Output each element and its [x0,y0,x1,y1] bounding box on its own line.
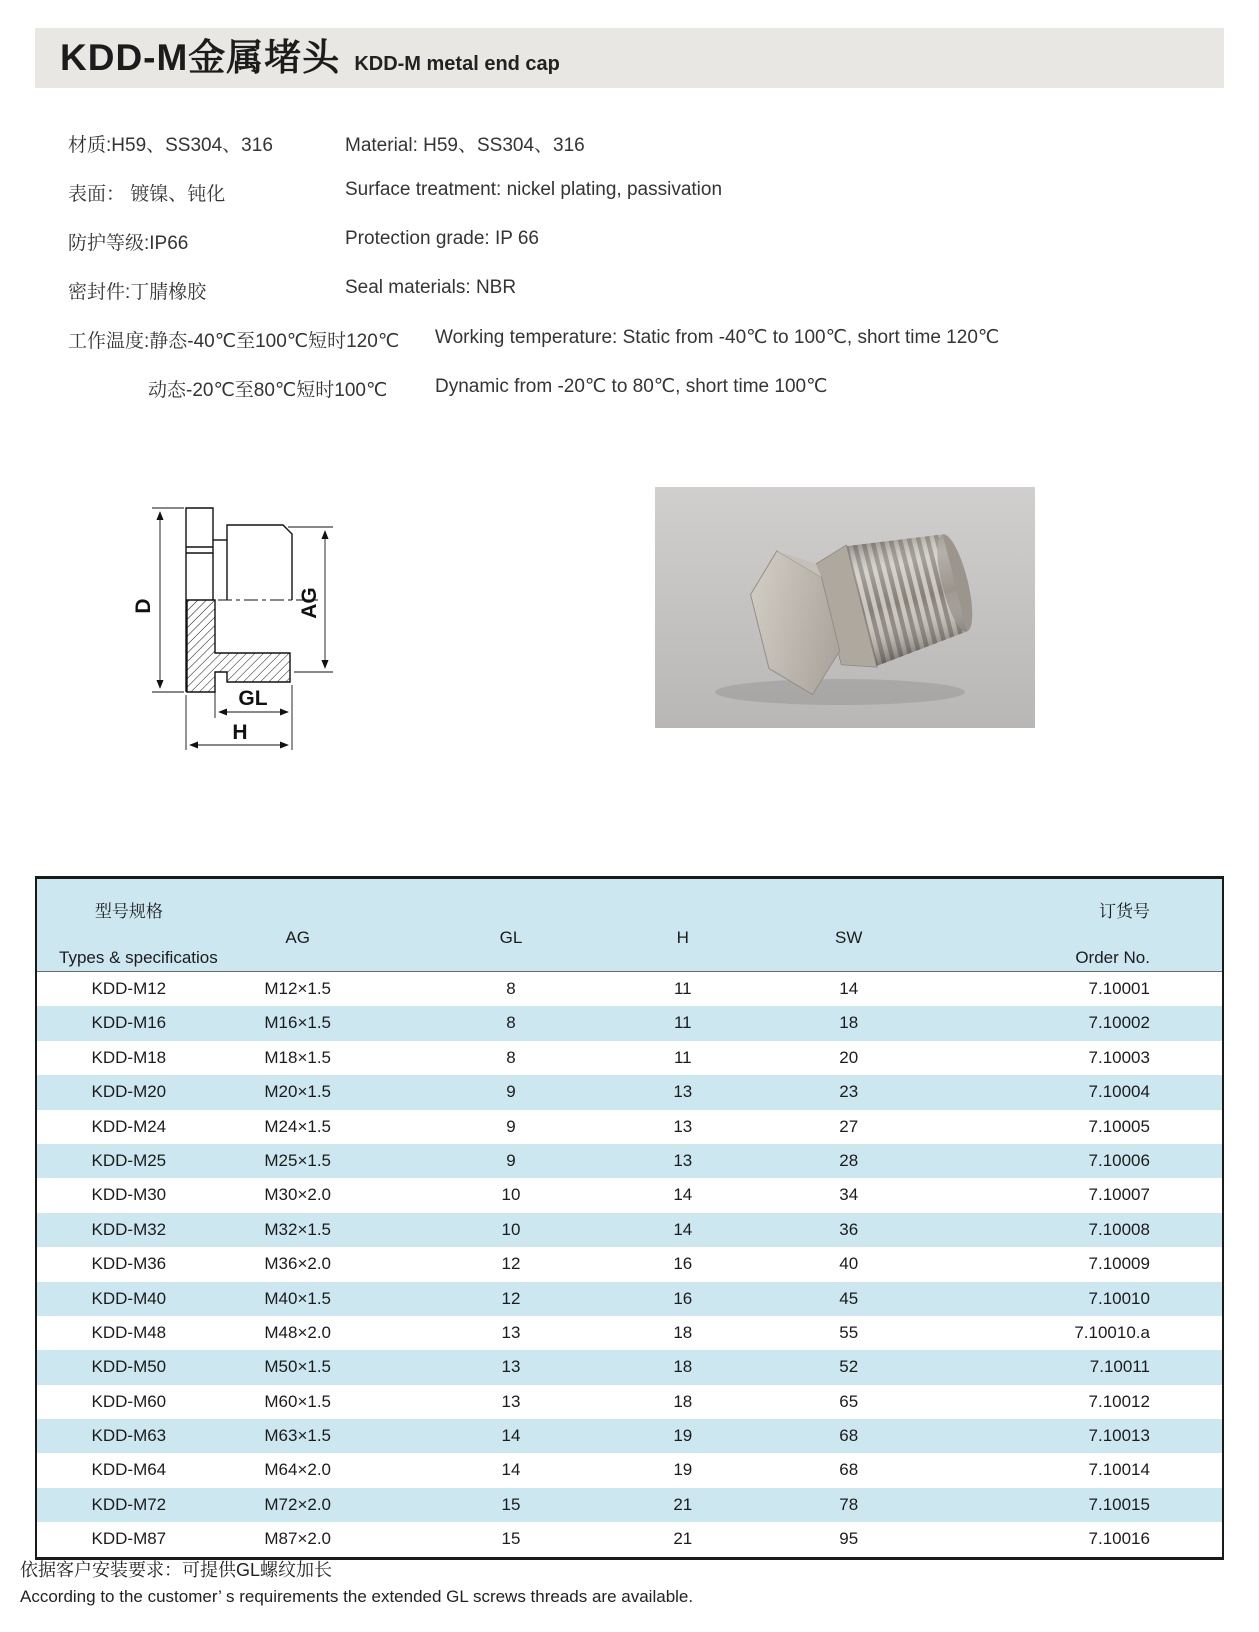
cell-model: KDD-M48 [91,1322,167,1342]
cell-sw: 36 [839,1219,859,1239]
col-header-ag: AG [285,928,310,947]
title-bar [35,28,1224,88]
cell-order: 7.10010.a [1074,1322,1150,1342]
table-row [37,972,1222,1006]
spec-list [0,130,1259,424]
cell-model: KDD-M64 [91,1460,167,1480]
cell-order: 7.10012 [1088,1391,1150,1411]
cell-model: KDD-M60 [91,1391,167,1411]
cell-h: 16 [673,1288,693,1308]
table-row [37,1316,1222,1350]
spec-line-protection [0,228,1259,277]
spec-material-en: Material: H59、SS304、316 [345,135,585,156]
cell-order: 7.10008 [1088,1219,1150,1239]
spec-line-surface [0,179,1259,228]
table-row [37,1385,1222,1419]
cell-model: KDD-M30 [91,1185,167,1205]
cell-sw: 40 [839,1254,859,1274]
cell-h: 18 [673,1357,693,1377]
spec-line-dynamic-temp [0,375,1259,424]
cell-model: KDD-M32 [91,1219,167,1239]
cell-ag: M20×1.5 [264,1082,332,1102]
cell-model: KDD-M87 [91,1529,167,1549]
dim-label-ag: AG [298,587,321,619]
cell-sw: 28 [839,1150,859,1170]
cell-h: 21 [673,1494,693,1514]
cell-ag: M72×2.0 [264,1494,332,1514]
cell-h: 13 [673,1082,693,1102]
drawing-section-hatch [187,600,290,692]
cell-model: KDD-M40 [91,1288,167,1308]
cell-gl: 9 [506,1082,516,1102]
cell-gl: 10 [501,1219,521,1239]
dim-label-h: H [232,721,248,744]
cell-ag: M24×1.5 [264,1116,332,1136]
table-body [37,972,1222,1557]
cell-h: 11 [673,979,692,998]
cell-order: 7.10002 [1088,1013,1150,1033]
spec-dynamic-temp-en: Dynamic from -20℃ to 80℃, short time 100℃ [435,376,828,397]
cell-h: 13 [673,1116,693,1136]
cell-order: 7.10009 [1088,1254,1150,1274]
spec-protection-zh: 防护等级:IP66 [68,233,189,254]
cell-sw: 14 [839,979,859,998]
cell-h: 14 [673,1219,693,1239]
cell-h: 18 [673,1322,693,1342]
spec-line-seal [0,277,1259,326]
cell-h: 11 [673,1013,692,1033]
cell-ag: M60×1.5 [264,1391,332,1411]
spec-material-zh: 材质:H59、SS304、316 [68,135,273,156]
col-header-gl: GL [499,928,523,947]
cell-ag: M50×1.5 [264,1357,332,1377]
cell-ag: M25×1.5 [264,1150,332,1170]
table-row [37,1282,1222,1316]
cell-gl: 13 [501,1322,521,1342]
technical-drawing [130,460,345,760]
cell-sw: 52 [839,1357,859,1377]
spec-working-temp-zh: 工作温度:静态-40℃至100℃短时120℃ [68,331,400,352]
table-row [37,1041,1222,1075]
spec-line-working-temp [0,326,1259,375]
page-title-en: KDD-M metal end cap [354,53,560,75]
cell-h: 21 [673,1529,693,1549]
table-header-row-zh [37,901,1222,923]
col-header-model-zh: 型号规格 [94,902,163,921]
spec-seal-zh: 密封件:丁腈橡胶 [68,282,207,303]
cell-model: KDD-M16 [91,1013,167,1033]
cell-h: 18 [673,1391,693,1411]
cell-h: 19 [673,1426,693,1446]
cell-ag: M40×1.5 [264,1288,332,1308]
cell-sw: 55 [839,1322,859,1342]
spec-seal-en: Seal materials: NBR [345,277,517,298]
spec-surface-en: Surface treatment: nickel plating, passivation [345,179,723,200]
cell-sw: 18 [839,1013,859,1033]
footer-note-en: According to the customer’ s requirements the extended GL screws threads are available. [20,1587,694,1606]
cell-model: KDD-M50 [91,1357,167,1377]
cell-model: KDD-M72 [91,1494,167,1514]
col-header-sw: SW [835,928,863,947]
photo-shadow [715,679,965,705]
cell-ag: M63×1.5 [264,1426,332,1446]
spec-surface-zh: 表面： 镀镍、钝化 [68,184,226,205]
table-row [37,1453,1222,1487]
table-row [37,1213,1222,1247]
cell-ag: M18×1.5 [264,1047,332,1067]
cell-ag: M12×1.5 [264,979,332,998]
table-header [37,879,1222,972]
dim-label-gl: GL [238,687,268,710]
cell-order: 7.10010 [1088,1288,1150,1308]
cell-sw: 65 [839,1391,859,1411]
spec-working-temp-en: Working temperature: Static from -40℃ to 100℃, short time 120℃ [435,327,1000,348]
spec-dynamic-temp-zh: 动态-20℃至80℃短时100℃ [148,380,388,401]
footer-note [20,1556,693,1607]
dim-label-d: D [132,598,155,614]
cell-ag: M16×1.5 [264,1013,332,1033]
table-header-row-en [37,947,1222,969]
cell-gl: 13 [501,1357,521,1377]
cell-gl: 13 [501,1391,521,1411]
cell-sw: 27 [839,1116,859,1136]
product-photo [655,487,1035,728]
table-header-row-dims [37,927,1222,949]
cell-gl: 9 [506,1116,516,1136]
cell-gl: 12 [501,1254,521,1274]
cell-h: 11 [673,1047,692,1067]
cell-ag: M87×2.0 [264,1529,332,1549]
cell-order: 7.10003 [1088,1047,1150,1067]
cell-model: KDD-M24 [91,1116,167,1136]
cell-order: 7.10011 [1089,1357,1150,1377]
cell-model: KDD-M63 [91,1426,167,1446]
cell-gl: 14 [501,1460,521,1480]
col-header-order-en: Order No. [1075,948,1150,967]
cell-h: 19 [673,1460,693,1480]
cell-sw: 34 [839,1185,859,1205]
cell-sw: 23 [839,1082,859,1102]
table-row [37,1522,1222,1556]
footer-note-zh: 依据客户安装要求：可提供GL螺纹加长 [20,1560,333,1580]
dimension-d [152,508,184,692]
spec-line-material [0,130,1259,179]
table-row [37,1419,1222,1453]
cell-order: 7.10006 [1088,1150,1150,1170]
cell-order: 7.10014 [1088,1460,1150,1480]
cell-model: KDD-M12 [91,979,167,998]
cell-ag: M36×2.0 [264,1254,332,1274]
table-row [37,1350,1222,1384]
table-row [37,1488,1222,1522]
col-header-order-zh: 订货号 [1098,902,1150,921]
cell-gl: 10 [501,1185,521,1205]
cell-h: 16 [673,1254,693,1274]
cell-order: 7.10013 [1088,1426,1150,1446]
cell-model: KDD-M25 [91,1150,167,1170]
cell-gl: 8 [506,979,516,998]
cell-sw: 95 [839,1529,859,1549]
cell-model: KDD-M36 [91,1254,167,1274]
table-row [37,1247,1222,1281]
cell-order: 7.10015 [1088,1494,1150,1514]
cell-gl: 15 [501,1494,521,1514]
col-header-model-en: Types & specificatios [59,948,218,967]
cell-order: 7.10001 [1088,979,1150,998]
cell-gl: 9 [506,1150,516,1170]
spec-table [35,876,1224,1560]
cell-order: 7.10005 [1088,1116,1150,1136]
cell-h: 13 [673,1150,693,1170]
table-row [37,1006,1222,1040]
cell-gl: 12 [501,1288,521,1308]
cell-gl: 15 [501,1529,521,1549]
cell-gl: 8 [506,1047,516,1067]
cell-sw: 45 [839,1288,859,1308]
cell-ag: M48×2.0 [264,1322,332,1342]
cell-h: 14 [673,1185,693,1205]
cell-gl: 14 [501,1426,521,1446]
cell-gl: 8 [506,1013,516,1033]
table-row [37,1075,1222,1109]
table-row [37,1178,1222,1212]
col-header-h: H [676,928,689,947]
cell-sw: 20 [839,1047,859,1067]
cell-order: 7.10016 [1088,1529,1150,1549]
cell-order: 7.10004 [1088,1082,1150,1102]
cell-order: 7.10007 [1088,1185,1150,1205]
table-row [37,1144,1222,1178]
page-title-zh: KDD-M金属堵头 [60,37,341,78]
cell-model: KDD-M20 [91,1082,167,1102]
cell-sw: 68 [839,1426,859,1446]
cell-ag: M64×2.0 [264,1460,332,1480]
spec-protection-en: Protection grade: IP 66 [345,228,539,249]
cell-ag: M32×1.5 [264,1219,332,1239]
cell-sw: 68 [839,1460,859,1480]
cell-sw: 78 [839,1494,859,1514]
cell-model: KDD-M18 [91,1047,167,1067]
cell-ag: M30×2.0 [264,1185,332,1205]
table-row [37,1110,1222,1144]
